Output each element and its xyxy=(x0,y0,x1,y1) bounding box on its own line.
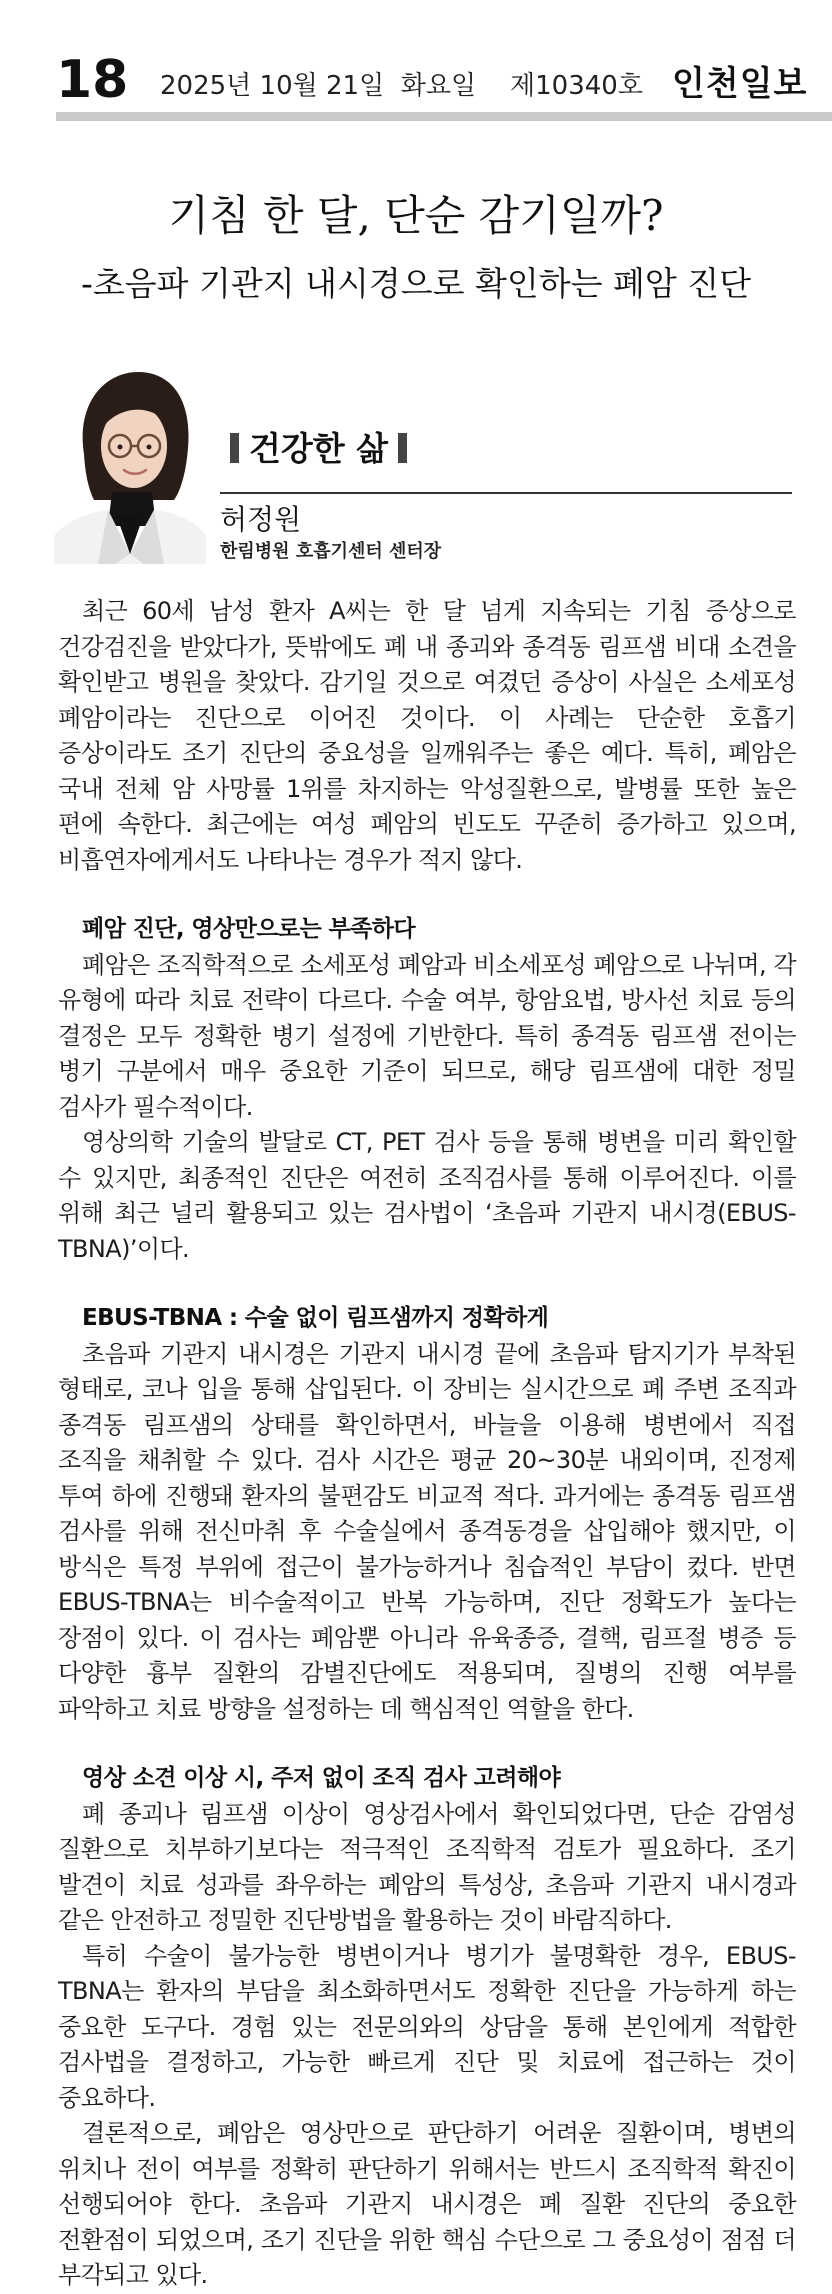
article-title: 기침 한 달, 단순 감기일까? xyxy=(168,191,664,240)
column-section-tag xyxy=(220,428,417,470)
subheading-biopsy: 영상 소견 이상 시, 주저 없이 조직 검사 고려해야 xyxy=(82,1765,561,1791)
paragraph: 초음파 기관지 내시경은 기관지 내시경 끝에 초음파 탐지기가 부착된 형태로, 코나 입을 통해 삽입된다. 이 장비는 실시간으로 폐 주변 조직과 종격동 림프샘의 상태를 확인하면서, 바늘을 이용해 병변에서 직접 조직을 채취할 수 있다. 검사 시간은 평균 20~30분 내외이며, 진정제 투여 하에 진행돼 환자의 불편감도 비교적 적다. 과거에는 종격동 림프샘 검사를 위해 전신마취 후 수술실에서 종격동경을 삽입해야 했지만, 이 방식은 특정 부위에 접근이 불가능하거나 침습적인 부담이 컸다. 반면 EBUS-TBNA는 비수술적이고 반복 가능하며, 진단 정확도가 높다는 장점이 있다. 이 검사는 폐암뿐 아니라 유육종증, 결핵, 림프절 병증 등 다양한 흉부 질환의 감별진단에도 적용되며, 질병의 진행 여부를 파악하고 치료 방향을 설정하는 데 핵심적인 역할을 한다. xyxy=(58,1339,796,1723)
tag-bar-left-icon xyxy=(230,433,239,463)
newspaper-logo: 인천일보 xyxy=(672,64,808,104)
paragraph: 폐 종괴나 림프샘 이상이 영상검사에서 확인되었다면, 단순 감염성 질환으로 치부하기보다는 적극적인 조직학적 검토가 필요하다. 조기 발견이 치료 성과를 좌우하는 폐암의 특성상, 초음파 기관지 내시경과 같은 안전하고 정밀한 진단방법을 활용하는 것이 바람직하다. xyxy=(58,1799,796,1934)
tag-bar-right-icon xyxy=(398,433,407,463)
article-body xyxy=(58,594,796,2294)
author-divider xyxy=(220,492,792,494)
paragraph: 영상의학 기술의 발달로 CT, PET 검사 등을 통해 병변을 미리 확인할 수 있지만, 최종적인 진단은 여전히 조직검사를 통해 이루어진다. 이를 위해 최근 널리 활용되고 있는 검사법이 ‘초음파 기관지 내시경(EBUS-TBNA)’이다. xyxy=(58,1128,796,1263)
paragraph: 결론적으로, 폐암은 영상만으로 판단하기 어려운 질환이며, 병변의 위치나 전이 여부를 정확히 판단하기 위해서는 반드시 조직학적 확진이 선행되어야 한다. 초음파 기관지 내시경은 폐 질환 진단의 중요한 전환점이 되었으며, 조기 진단을 위한 핵심 수단으로 그 중요성이 점점 더 부각되고 있다. xyxy=(58,2119,796,2289)
author-name: 허정원 xyxy=(220,503,302,536)
paragraph-intro: 최근 60세 남성 환자 A씨는 한 달 넘게 지속되는 기침 증상으로 건강검진을 받았다가, 뜻밖에도 폐 내 종괴와 종격동 림프샘 비대 소견을 확인받고 병원을 찾았다. 감기일 것으로 여겼던 증상이 사실은 소세포성 폐암이라는 진단으로 이어진 것이다. 이 사례는 단순한 호흡기 증상이라도 조기 진단의 중요성을 일깨워주는 좋은 예다. 특히, 폐암은 국내 전체 암 사망률 1위를 차지하는 악성질환으로, 발병률 또한 높은 편에 속한다. 최근에는 여성 폐암의 빈도도 꾸준히 증가하고 있으며, 비흡연자에게서도 나타나는 경우가 적지 않다. xyxy=(58,597,796,874)
author-affiliation: 한림병원 호흡기센터 센터장 xyxy=(220,541,442,562)
article-subtitle: -초음파 기관지 내시경으로 확인하는 폐암 진단 xyxy=(80,264,752,303)
author-photo xyxy=(54,364,206,564)
masthead xyxy=(0,0,832,120)
masthead-rule xyxy=(56,112,832,121)
paragraph: 특히 수술이 불가능한 병변이거나 병기가 불명확한 경우, EBUS-TBNA는 환자의 부담을 최소화하면서도 정확한 진단을 가능하게 하는 중요한 도구다. 경험 있는 전문의와의 상담을 통해 본인에게 적합한 검사법을 결정하고, 가능한 빠르게 진단 및 치료에 접근하는 것이 중요하다. xyxy=(58,1941,796,2112)
subheading-ebus: EBUS-TBNA : 수술 없이 림프샘까지 정확하게 xyxy=(82,1305,549,1331)
subheading-diagnosis: 폐암 진단, 영상만으로는 부족하다 xyxy=(82,916,416,942)
issue-number: 제10340호 xyxy=(510,71,643,101)
page-number: 18 xyxy=(56,50,129,110)
column-section-label: 건강한 삶 xyxy=(249,429,389,468)
paragraph: 폐암은 조직학적으로 소세포성 폐암과 비소세포성 폐암으로 나뉘며, 각 유형에 따라 치료 전략이 다르다. 수술 여부, 항암요법, 방사선 치료 등의 결정은 모두 정확한 병기 설정에 기반한다. 특히 종격동 림프샘 전이는 병기 구분에서 매우 중요한 기준이 되므로, 해당 림프샘에 대한 정밀 검사가 필수적이다. xyxy=(58,950,796,1121)
publication-date: 2025년 10월 21일 화요일 xyxy=(160,71,477,101)
